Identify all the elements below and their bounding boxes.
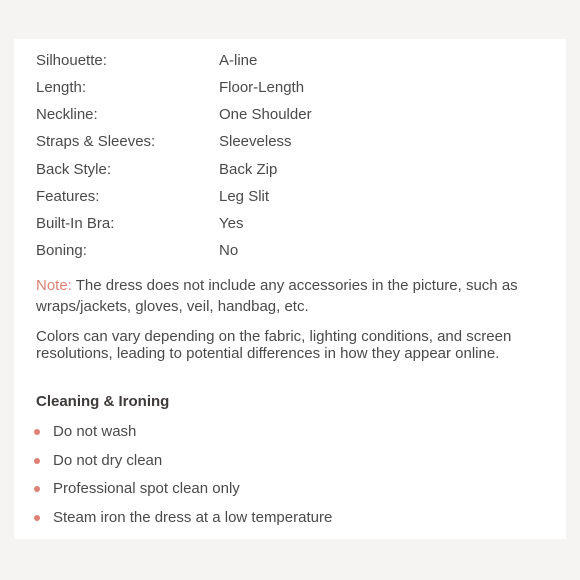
spec-value: One Shoulder <box>219 106 312 123</box>
spec-value: Yes <box>219 215 244 232</box>
spec-row-back-style <box>36 160 556 180</box>
bullet-icon <box>34 458 40 464</box>
list-item-text: Steam iron the dress at a low temperature <box>53 508 333 526</box>
spec-label: Length: <box>36 79 87 96</box>
spec-row-features <box>36 187 556 207</box>
color-disclaimer: Colors can vary depending on the fabric, lighting conditions, and screen resolutions, leading to potential differences in how they appear online. <box>36 328 512 362</box>
note-text: The dress does not include any accessories in the picture, such as wraps/jackets, gloves, veil, handbag, etc. <box>36 277 518 315</box>
bullet-icon <box>34 486 40 492</box>
spec-value: A-line <box>219 52 258 69</box>
list-item-text: Professional spot clean only <box>53 480 240 497</box>
spec-value: Back Zip <box>219 161 278 178</box>
note-prefix: Note: <box>36 277 72 294</box>
spec-value: Leg Slit <box>219 188 270 205</box>
spec-label: Features: <box>36 188 100 205</box>
spec-row-length <box>36 78 556 98</box>
spec-row-neckline <box>36 105 556 125</box>
spec-label: Straps & Sleeves: <box>36 133 156 150</box>
spec-label: Back Style: <box>36 161 112 178</box>
spec-row-boning <box>36 241 556 261</box>
spec-label: Built-In Bra: <box>36 215 115 232</box>
bullet-icon <box>34 515 40 521</box>
spec-row-straps-sleeves <box>36 132 556 152</box>
bullet-icon <box>34 429 40 435</box>
cleaning-heading: Cleaning & Ironing <box>36 393 170 410</box>
list-item-text: Do not wash <box>53 423 137 440</box>
spec-row-silhouette <box>36 51 556 71</box>
list-item-text: Do not dry clean <box>53 451 163 469</box>
spec-label: Neckline: <box>36 106 98 123</box>
product-details-panel <box>14 39 566 539</box>
accessories-note <box>36 275 566 317</box>
spec-label: Boning: <box>36 242 87 259</box>
spec-label: Silhouette: <box>36 52 107 69</box>
spec-row-built-in-bra <box>36 214 556 234</box>
spec-value: Sleeveless <box>219 133 292 150</box>
spec-value: No <box>219 242 239 259</box>
spec-value: Floor-Length <box>219 79 305 96</box>
